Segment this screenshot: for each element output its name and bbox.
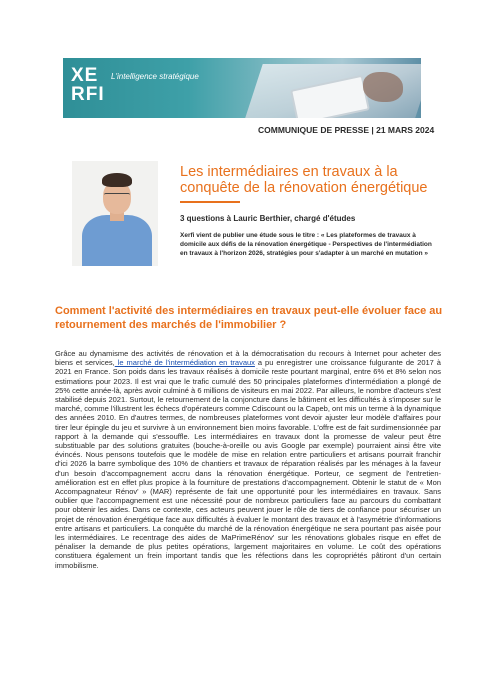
article-intro: Xerfi vient de publier une étude sous le titre : « Les plateformes de travaux à domicile aux défis de la rénovation énergétique - Perspectives de l'intermédiation en travaux à l'horizon 2026, stratégies pour s'adapter à un marché en mutation » xyxy=(180,232,432,257)
author-portrait xyxy=(72,161,158,266)
press-release-date: COMMUNIQUE DE PRESSE | 21 MARS 2024 xyxy=(258,125,435,135)
body-text-start: Grâce au dynamisme des activités de rénovation et à la démocratisation du recours à Internet pour acheter des biens et services, xyxy=(55,349,441,368)
market-link[interactable]: le marché de l'intermédiation en travaux xyxy=(114,358,255,368)
logo-line-2: RFI xyxy=(71,84,105,105)
article-subtitle: 3 questions à Lauric Berthier, chargé d'études xyxy=(180,214,356,223)
body-text-rest: a pu enregistrer une croissance fulgurante de 2017 à 2021 en France. Son poids dans les travaux réalisés à domicile reste pourtant marginal, entre 6% et 8% selon nos estimations pour 2023. Il est vrai que le trafic cumulé des 50 principales plateformes d'intermédiation a plongé de 25% cette année-là, après avoir culminé à 6 millions de visiteurs en mai 2022. Par ailleurs, le nombre d'acteurs s'est stabilisé depuis 2021. Surtout, le retournement de la conjoncture dans le bâtiment et les difficultés à s'imposer sur le marché, comme l'illustrent les échecs d'opérateurs comme Cdiscount ou la Capeb, ont mis un terme à la dynamique des années 2010. En d'autres termes, de nombreuses plateformes vont devoir ajuster leur modèle d'affaires pour tirer leur épingle du jeu et survivre à un environnement bien moins favorable. L'offre est de fait surdimensionnée par rapport à la demande qui s'essouffle. Les intermédiaires en travaux dont la promesse de valeur peut être substituable par des solutions gratuites (bouche-à-oreille ou avis Google par exemple) pourraient ainsi être vite évincés. Nous pensons toutefois que le modèle de mise en relation entre particuliers et artisans pourrait franchir d'ici 2026 la barre symbolique des 10% de chantiers et travaux de réparation réalisés par les ménages à la faveur d'un besoin d'accompagnement accru dans la rénovation énergétique. Porteur, ce segment de l'entretien-amélioration est en effet plus propice à la fourniture de prestations d'accompagnement. Obtenir le statut de « Mon Accompagnateur Rénov' » (MAR) représente de fait une opportunité pour les intermédiaires en travaux. Sans oublier que l'accompagnement est une nécessité pour de nombreux particuliers face au parcours du combattant pour obtenir les aides. Dans ce contexte, ces acteurs peuvent jouer le rôle de tiers de confiance pour sécuriser un projet de rénovation énergétique face aux difficultés à évaluer le montant des travaux et à l'asymétrie d'informations entre artisans et particuliers. La conquête du marché de la rénovation énergétique ne sera pourtant pas aisée pour les intermédiaires. Le recentrage des aides de MaPrimeRénov' sur les rénovations globales risque en effet de pénaliser la demande de plus petites opérations, largement majoritaires en volume. Le coût des opérations constituera également un frein important tandis que les réfections dans les copropriétés pâtiront d'un certain immobilisme. xyxy=(55,358,441,570)
portrait-glasses xyxy=(104,193,130,199)
article-title: Les intermédiaires en travaux à la conquête de la rénovation énergétique xyxy=(180,164,428,196)
portrait-hair xyxy=(102,173,132,187)
article-body xyxy=(55,349,441,570)
portrait-shirt xyxy=(82,215,152,266)
interview-question: Comment l'activité des intermédiaires en travaux peut-elle évoluer face au retournement des marchés de l'immobilier ? xyxy=(55,305,443,331)
title-underline xyxy=(180,201,240,203)
hand-image xyxy=(363,72,403,102)
header-banner xyxy=(63,58,421,118)
tagline: L'intelligence stratégique xyxy=(111,72,199,81)
logo-line-1: XE xyxy=(71,65,99,86)
xerfi-logo xyxy=(71,66,107,104)
